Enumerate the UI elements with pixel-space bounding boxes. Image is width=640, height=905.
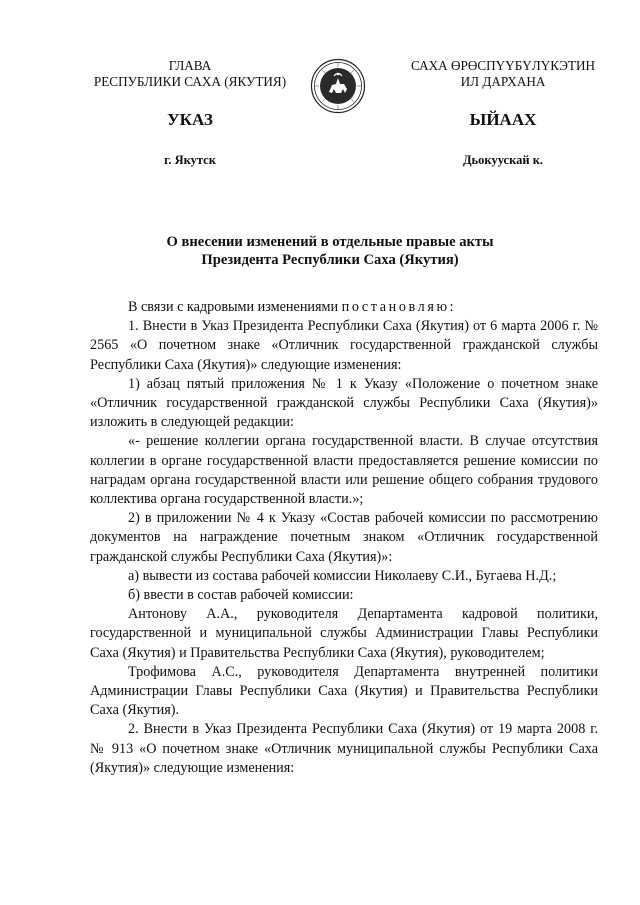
header-right-block — [388, 58, 618, 90]
header-left-line1: ГЛАВА — [168, 58, 212, 73]
document-title-line1: О внесении изменений в отдельные правые акты — [166, 234, 494, 250]
document-title — [100, 233, 560, 269]
paragraph-3: «- решение коллегии органа государственной власти. В случае отсутствия коллегии в органе государственной власти предоставляется решение комиссии по наградам органа государственной власти или решение общего собрания трудового коллектива органа государственной власти.»; — [90, 433, 598, 508]
coat-of-arms-emblem-icon — [310, 58, 366, 114]
document-header — [0, 58, 640, 178]
paragraph-5: а) вывести из состава рабочей комиссии Николаеву С.И., Бугаева Н.Д.; — [128, 567, 557, 584]
decree-title-ru: УКАЗ — [167, 110, 213, 129]
paragraph-6: б) ввести в состав рабочей комиссии: — [128, 587, 354, 604]
city-ru: г. Якутск — [164, 153, 216, 167]
paragraph-7: Антонову А.А., руководителя Департамента кадровой политики, государственной и муниципальной службы Администрации Главы Республики Саха (Якутия) и Правительства Республики Саха (Якутия), руководителем; — [90, 606, 598, 661]
intro-decree-word: постановляю: — [341, 299, 457, 315]
header-right-line1: САХА ӨРӨСПҮҮБҮЛҮКЭТИН — [410, 58, 596, 73]
paragraph-8: Трофимова А.С., руководителя Департамента внутренней политики Администрации Главы Республики Саха (Якутия) и Правительства Республики Саха (Якутия). — [90, 663, 598, 719]
intro-paragraph — [90, 298, 598, 317]
paragraph-1: 1. Внести в Указ Президента Республики Саха (Якутия) от 6 марта 2006 г. № 2565 «О почетном знаке «Отличник государственной гражданской службы Республики Саха (Якутия)» следующие изменения: — [90, 318, 598, 373]
paragraph-2: 1) абзац пятый приложения № 1 к Указу «Положение о почетном знаке «Отличник государственной гражданской службы Республики Саха (Якутия)» изложить в следующей редакции: — [90, 375, 598, 431]
intro-text: В связи с кадровыми изменениями — [128, 299, 342, 315]
header-left-line2: РЕСПУБЛИКИ САХА (ЯКУТИЯ) — [93, 74, 287, 89]
document-body — [90, 298, 598, 778]
header-right-line2: ИЛ ДАРХАНА — [460, 74, 546, 89]
document-title-line2: Президента Республики Саха (Якутия) — [201, 252, 459, 268]
city-sah: Дьокуускай к. — [462, 153, 544, 167]
header-left-block — [75, 58, 305, 90]
paragraph-9: 2. Внести в Указ Президента Республики Саха (Якутия) от 19 марта 2008 г. № 913 «О почетном знаке «Отличник муниципальной службы Республики Саха (Якутия)» следующие изменения: — [90, 721, 598, 776]
paragraph-4: 2) в приложении № 4 к Указу «Состав рабочей комиссии по рассмотрению документов на награждение почетным знаком «Отличник государственной гражданской службы Республики Саха (Якутия)»: — [90, 510, 598, 565]
decree-title-sah: ЫЙААХ — [469, 110, 537, 129]
